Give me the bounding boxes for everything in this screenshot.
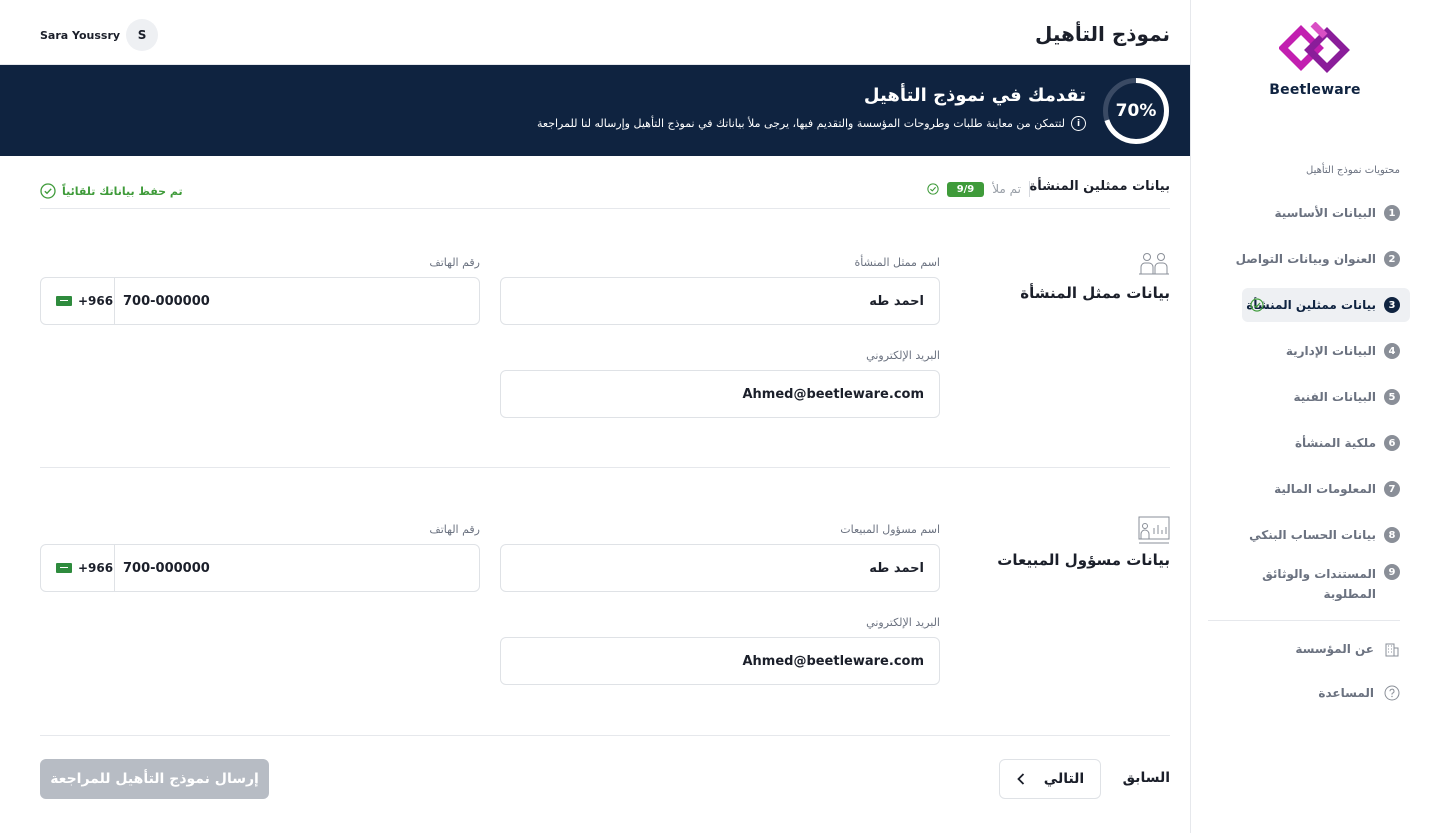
avatar: S	[126, 19, 158, 51]
country-code-select[interactable]	[41, 545, 115, 591]
presentation-board-icon	[1138, 516, 1170, 546]
section-title: بيانات ممثلين المنشأة	[1029, 179, 1170, 194]
step-number: 6	[1384, 435, 1400, 451]
step-number: 7	[1384, 481, 1400, 497]
representative-name-input[interactable]: احمد طه	[500, 277, 940, 325]
sidebar-item-representatives[interactable]	[1242, 288, 1410, 322]
brand-logo[interactable]	[1263, 22, 1367, 98]
sales-email-input[interactable]: Ahmed@beetleware.com	[500, 637, 940, 685]
sales-phone-input[interactable]	[40, 544, 480, 592]
section-divider	[40, 467, 1170, 468]
logo-text: Beetleware	[1269, 82, 1361, 98]
sidebar-item-label: البيانات الأساسية	[1274, 206, 1376, 220]
step-number: 9	[1384, 564, 1400, 580]
saudi-flag-icon	[56, 563, 72, 573]
next-label: التالي	[1043, 771, 1085, 787]
representative-email-input[interactable]: Ahmed@beetleware.com	[500, 370, 940, 418]
chevron-left-icon	[1016, 772, 1026, 786]
sidebar-item-label: البيانات الفنية	[1293, 390, 1376, 404]
page-title: نموذج التأهيل	[1034, 22, 1170, 46]
step-number: 8	[1384, 527, 1400, 543]
sidebar-link-label: المساعدة	[1318, 686, 1374, 700]
sidebar-item-administrative[interactable]	[1208, 328, 1400, 374]
step-number: 4	[1384, 343, 1400, 359]
sidebar-item-label: المستندات والوثائق المطلوبة	[1262, 567, 1376, 601]
autosave-status	[40, 183, 183, 199]
footer-divider	[40, 735, 1170, 736]
field-label: رقم الهاتف	[429, 256, 480, 269]
people-icon	[1138, 250, 1170, 280]
field-label: اسم مسؤول المبيعات	[840, 523, 940, 536]
building-icon	[1384, 641, 1400, 657]
banner-subtitle: لتتمكن من معاينة طلبات وطروحات المؤسسة والتقديم فيها، يرجى ملأ بياناتك في نموذج التأهيل وإرساله لنا للمراجعة	[537, 117, 1065, 130]
sidebar-item-basic-data[interactable]	[1208, 190, 1400, 236]
sidebar-item-label: بيانات ممثلين المنشأة	[1246, 298, 1376, 312]
sidebar	[1190, 0, 1440, 833]
progress-banner	[0, 65, 1190, 156]
filled-count-badge: 9/9	[947, 182, 985, 197]
submit-for-review-button[interactable]: إرسال نموذج التأهيل للمراجعة	[40, 759, 269, 799]
sidebar-item-ownership[interactable]	[1208, 420, 1400, 466]
phone-value: 700-000000	[123, 560, 210, 576]
step-number: 1	[1384, 205, 1400, 221]
progress-percent: 70%	[1115, 101, 1157, 121]
sidebar-item-label: المعلومات المالية	[1274, 482, 1376, 496]
sidebar-item-label: بيانات الحساب البنكي	[1249, 528, 1376, 542]
saudi-flag-icon	[56, 296, 72, 306]
filled-status	[927, 181, 1030, 197]
field-label: البريد الإلكتروني	[866, 616, 940, 629]
check-circle-icon	[40, 183, 56, 199]
banner-title: تقدمك في نموذج التأهيل	[863, 85, 1086, 106]
sidebar-item-address-contact[interactable]	[1208, 236, 1400, 282]
help-icon	[1384, 685, 1400, 701]
field-label: البريد الإلكتروني	[866, 349, 940, 362]
sidebar-divider	[1208, 620, 1400, 621]
divider	[1029, 181, 1030, 197]
step-number: 2	[1384, 251, 1400, 267]
check-circle-icon	[1250, 298, 1264, 312]
sidebar-title: محتويات نموذج التأهيل	[1306, 165, 1400, 176]
check-circle-icon	[927, 183, 939, 195]
sidebar-link-about[interactable]	[1208, 637, 1400, 661]
sidebar-item-label: ملكية المنشأة	[1294, 436, 1376, 450]
representative-title: بيانات ممثل المنشأة	[1020, 284, 1170, 302]
top-bar	[0, 0, 1190, 65]
sidebar-item-documents[interactable]	[1208, 558, 1400, 614]
country-code-select[interactable]	[41, 278, 115, 324]
sidebar-item-bank-account[interactable]	[1208, 512, 1400, 558]
field-label: اسم ممثل المنشأة	[854, 256, 940, 269]
filled-label: تم ملأ	[992, 182, 1021, 196]
country-code: +966	[78, 294, 114, 308]
user-name: Sara Youssry	[40, 28, 121, 42]
sales-name-input[interactable]: احمد طه	[500, 544, 940, 592]
sidebar-steps	[1208, 190, 1400, 614]
phone-value: 700-000000	[123, 293, 210, 309]
autosave-text: تم حفظ بياناتك تلقائياً	[62, 184, 183, 198]
next-button[interactable]	[999, 759, 1101, 799]
sidebar-link-help[interactable]	[1208, 681, 1400, 705]
previous-button[interactable]: السابق	[1122, 770, 1170, 786]
sidebar-item-financial[interactable]	[1208, 466, 1400, 512]
sidebar-item-label: البيانات الإدارية	[1285, 344, 1376, 358]
step-number: 3	[1384, 297, 1400, 313]
user-menu[interactable]	[40, 19, 158, 51]
beetleware-logo-icon	[1279, 22, 1351, 78]
step-number: 5	[1384, 389, 1400, 405]
info-icon: i	[1071, 116, 1086, 131]
representative-phone-input[interactable]	[40, 277, 480, 325]
banner-subtitle-row	[537, 116, 1086, 131]
field-label: رقم الهاتف	[429, 523, 480, 536]
sidebar-item-label: العنوان وبيانات التواصل	[1235, 252, 1376, 266]
sales-title: بيانات مسؤول المبيعات	[997, 551, 1170, 569]
sidebar-item-technical[interactable]	[1208, 374, 1400, 420]
sidebar-link-label: عن المؤسسة	[1295, 642, 1374, 656]
country-code: +966	[78, 561, 114, 575]
section-header	[40, 175, 1170, 209]
